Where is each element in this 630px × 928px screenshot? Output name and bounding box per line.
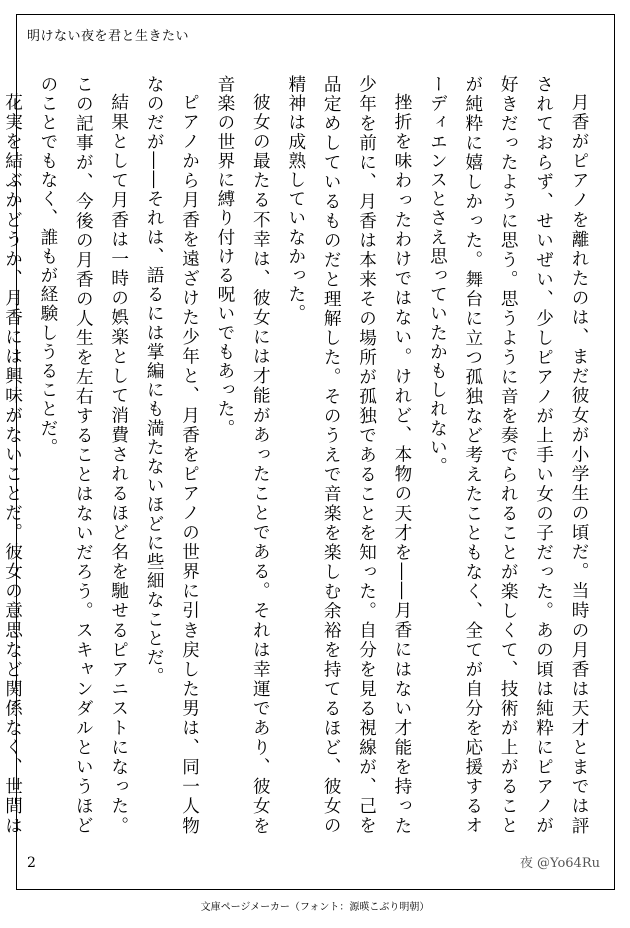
paragraph: 挫折を味わったわけではない。けれど、本物の天才を――月香にはない才能を持った少年を前に、月香は本来その場所が孤独であることを知った。自分を見る視線が、己を品定めしているものだと理解した。そのうえで音楽を楽しむ余裕を持てるほど、彼女の精神は成熟していなかった。 — [285, 75, 412, 835]
paragraph: 月香がピアノを離れたのは、まだ彼女が小学生の頃だ。当時の月香は天才とまでは評されておらず、せいぜい、少しピアノが上手い女の子だった。あの頃は純粋にピアノが好きだったように思う。思うように音を奏でられることが楽しくて、技術が上がることが純粋に嬉しかった。舞台に立つ孤独など考えたこともなく、全てが自分を応援するオーディエンスとさえ思っていたかもしれない。 — [427, 75, 589, 835]
paragraph: 結果として月香は一時の娯楽として消費されるほど名を馳せるピアニストになった。この記事が、今後の月香の人生を左右することはないだろう。スキャンダルというほどのことでもなく、誰もが経験しうることだ。 — [37, 75, 129, 835]
paragraph: 彼女の最たる不幸は、彼女には才能があったことである。それは幸運であり、彼女を音楽の世界に縛り付ける呪いでもあった。 — [214, 75, 271, 835]
book-title: 明けない夜を君と生きたい — [27, 29, 190, 44]
generator-credit: 文庫ページメーカー（フォント：源暎こぶり明朝） — [200, 902, 430, 913]
page-number: 2 — [27, 855, 36, 871]
body-text — [0, 75, 596, 835]
page-frame — [2, 14, 615, 890]
paragraph: ピアノから月香を遠ざけた少年と、月香をピアノの世界に引き戻した男は、同一人物なのだが――それは、語るには掌編にも満たないほどに些細なことだ。 — [144, 75, 200, 835]
paragraph: 花実を結ぶかどうか、月香には興味がないことだ。彼女の意思など関係なく、世間は — [2, 92, 23, 835]
author-handle: 夜 @Yo64Ru — [519, 856, 600, 871]
